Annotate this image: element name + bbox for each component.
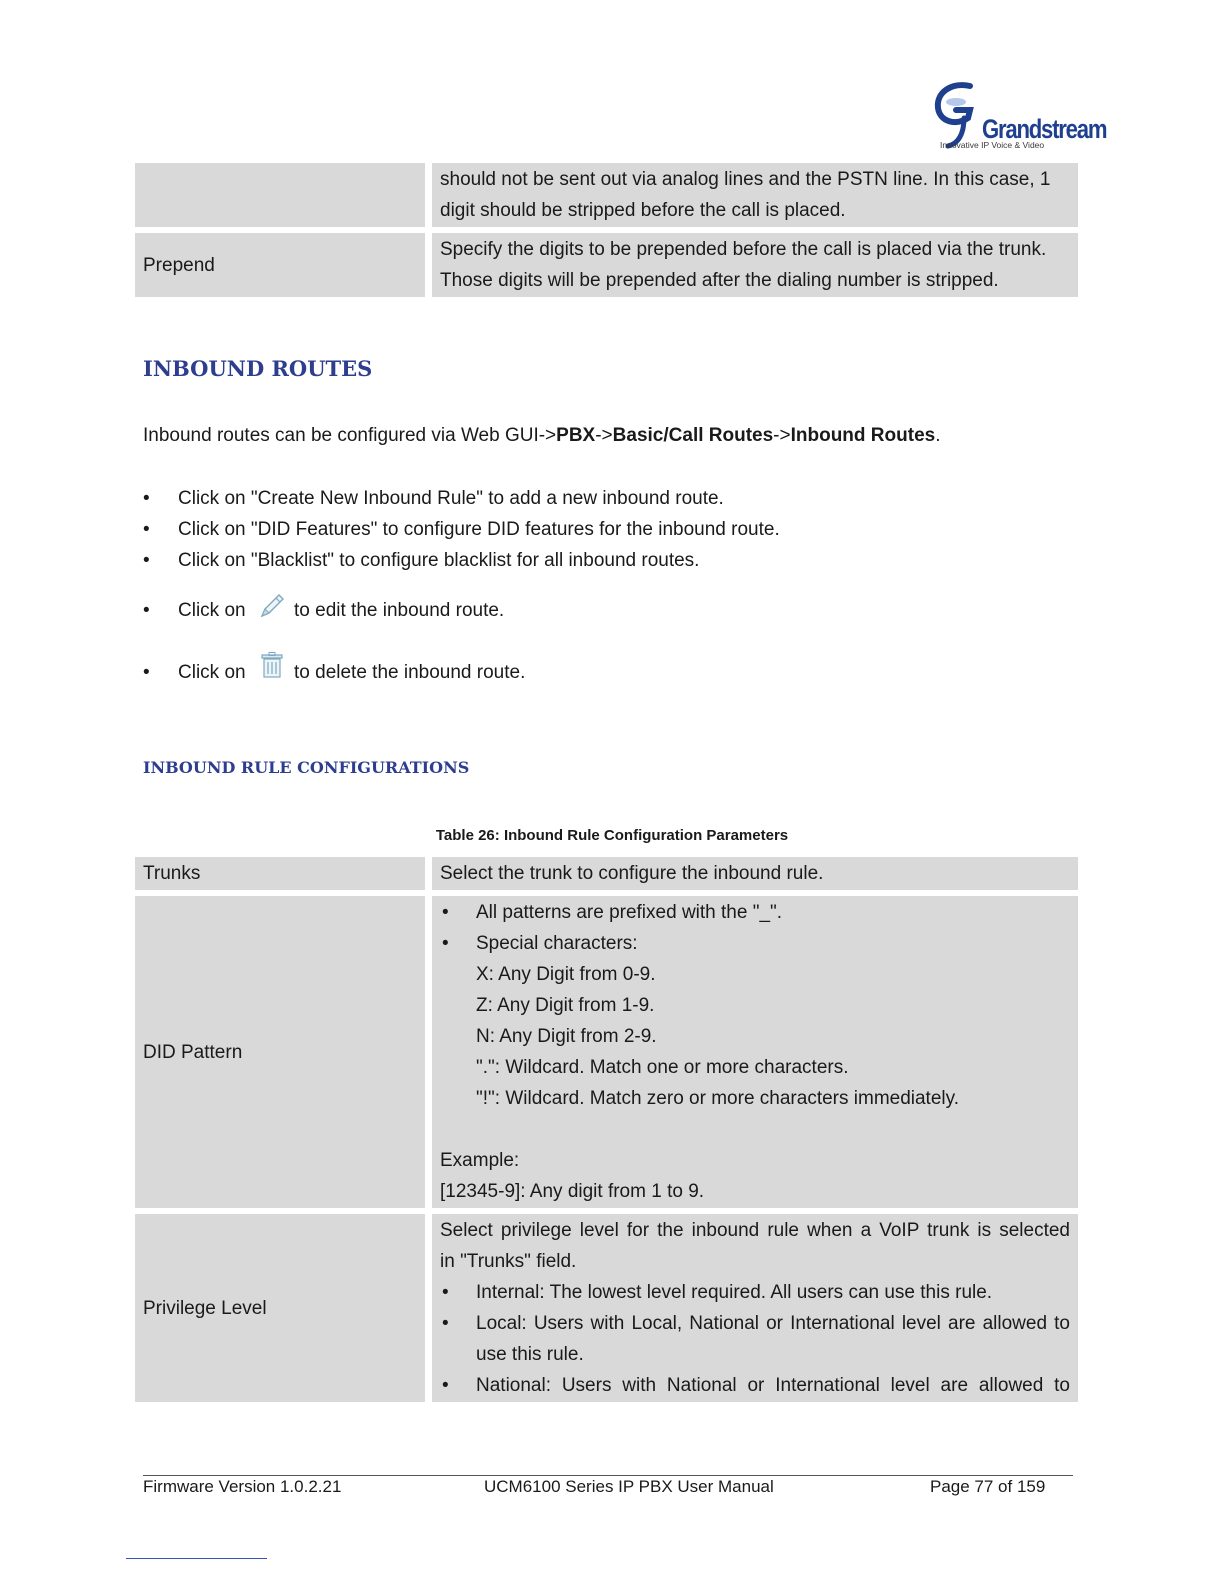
intro-suffix: . xyxy=(935,425,941,446)
list-item: • All patterns are prefixed with the "_". xyxy=(440,897,1070,928)
table-caption: Table 26: Inbound Rule Configuration Parameters xyxy=(435,827,789,844)
table-row xyxy=(135,163,1078,227)
sub-line: ".": Wildcard. Match one or more characters. xyxy=(476,1057,849,1078)
intro-paragraph xyxy=(143,425,940,447)
intro-pbx: PBX xyxy=(556,425,596,446)
desc-line: Specify the digits to be prepended before the call is placed via the trunk. xyxy=(440,239,1047,260)
desc-line: in "Trunks" field. xyxy=(440,1251,577,1272)
intro-prefix: Inbound routes can be configured via Web GUI-> xyxy=(143,425,557,446)
table-row xyxy=(135,896,1078,1208)
list-item: • Special characters: xyxy=(440,928,1070,959)
logo-tagline: Innovative IP Voice & Video xyxy=(940,140,1045,150)
example-label: Example: xyxy=(440,1150,520,1171)
param-cell-trunks: Trunks xyxy=(135,857,425,890)
trash-icon xyxy=(260,652,284,686)
desc-line: should not be sent out via analog lines and the PSTN line. In this case, 1 xyxy=(440,169,1051,190)
sub-line: "!": Wildcard. Match zero or more characters immediately. xyxy=(476,1088,959,1109)
param-cell-privilege-level: Privilege Level xyxy=(135,1214,425,1402)
desc-line: digit should be stripped before the call is placed. xyxy=(440,200,846,221)
footnote-rule xyxy=(126,1558,267,1559)
desc-line: Select privilege level for the inbound rule when a VoIP trunk is selected xyxy=(440,1220,1070,1241)
param-cell-empty xyxy=(135,163,425,227)
intro-basic-call-routes: Basic/Call Routes xyxy=(612,425,774,446)
list-item: • National: Users with National or International level are allowed to xyxy=(440,1370,1070,1401)
param-cell-prepend: Prepend xyxy=(135,233,425,297)
param-cell-did-pattern: DID Pattern xyxy=(135,896,425,1208)
example-line: [12345-9]: Any digit from 1 to 9. xyxy=(440,1181,705,1202)
desc-cell xyxy=(432,1214,1078,1402)
footer-page-number: Page 77 of 159 xyxy=(930,1477,1046,1496)
sub-line: Z: Any Digit from 1-9. xyxy=(476,995,655,1016)
desc-cell xyxy=(432,896,1078,1208)
sub-line: X: Any Digit from 0-9. xyxy=(476,964,656,985)
desc-cell xyxy=(432,163,1078,227)
intro-sep: -> xyxy=(595,425,613,446)
footer-rule xyxy=(143,1475,1073,1476)
desc-cell xyxy=(432,233,1078,297)
desc-line: Those digits will be prepended after the dialing number is stripped. xyxy=(440,270,999,291)
footer-manual-title: UCM6100 Series IP PBX User Manual xyxy=(484,1477,774,1496)
intro-sep: -> xyxy=(773,425,791,446)
inbound-rule-params-table xyxy=(135,857,1078,1402)
table-row xyxy=(135,857,1078,890)
footer-firmware: Firmware Version 1.0.2.21 xyxy=(143,1477,342,1496)
table-row xyxy=(135,233,1078,297)
section-title-inbound-rule-configurations: INBOUND RULE CONFIGURATIONS xyxy=(143,758,470,777)
list-item: • Local: Users with Local, National or International level are allowed to use this rule. xyxy=(440,1308,1070,1370)
table-row xyxy=(135,1214,1078,1402)
pencil-icon xyxy=(258,592,286,626)
section-title-inbound-routes: INBOUND ROUTES xyxy=(143,356,373,381)
top-params-table xyxy=(135,163,1078,297)
intro-inbound-routes: Inbound Routes xyxy=(790,425,936,446)
grandstream-logo xyxy=(930,78,1107,153)
list-item: • Internal: The lowest level required. All users can use this rule. xyxy=(440,1277,1070,1308)
desc-cell: Select the trunk to configure the inbound rule. xyxy=(432,857,1078,890)
logo-wordmark: Grandstream xyxy=(982,114,1107,144)
sub-line: N: Any Digit from 2-9. xyxy=(476,1026,657,1047)
